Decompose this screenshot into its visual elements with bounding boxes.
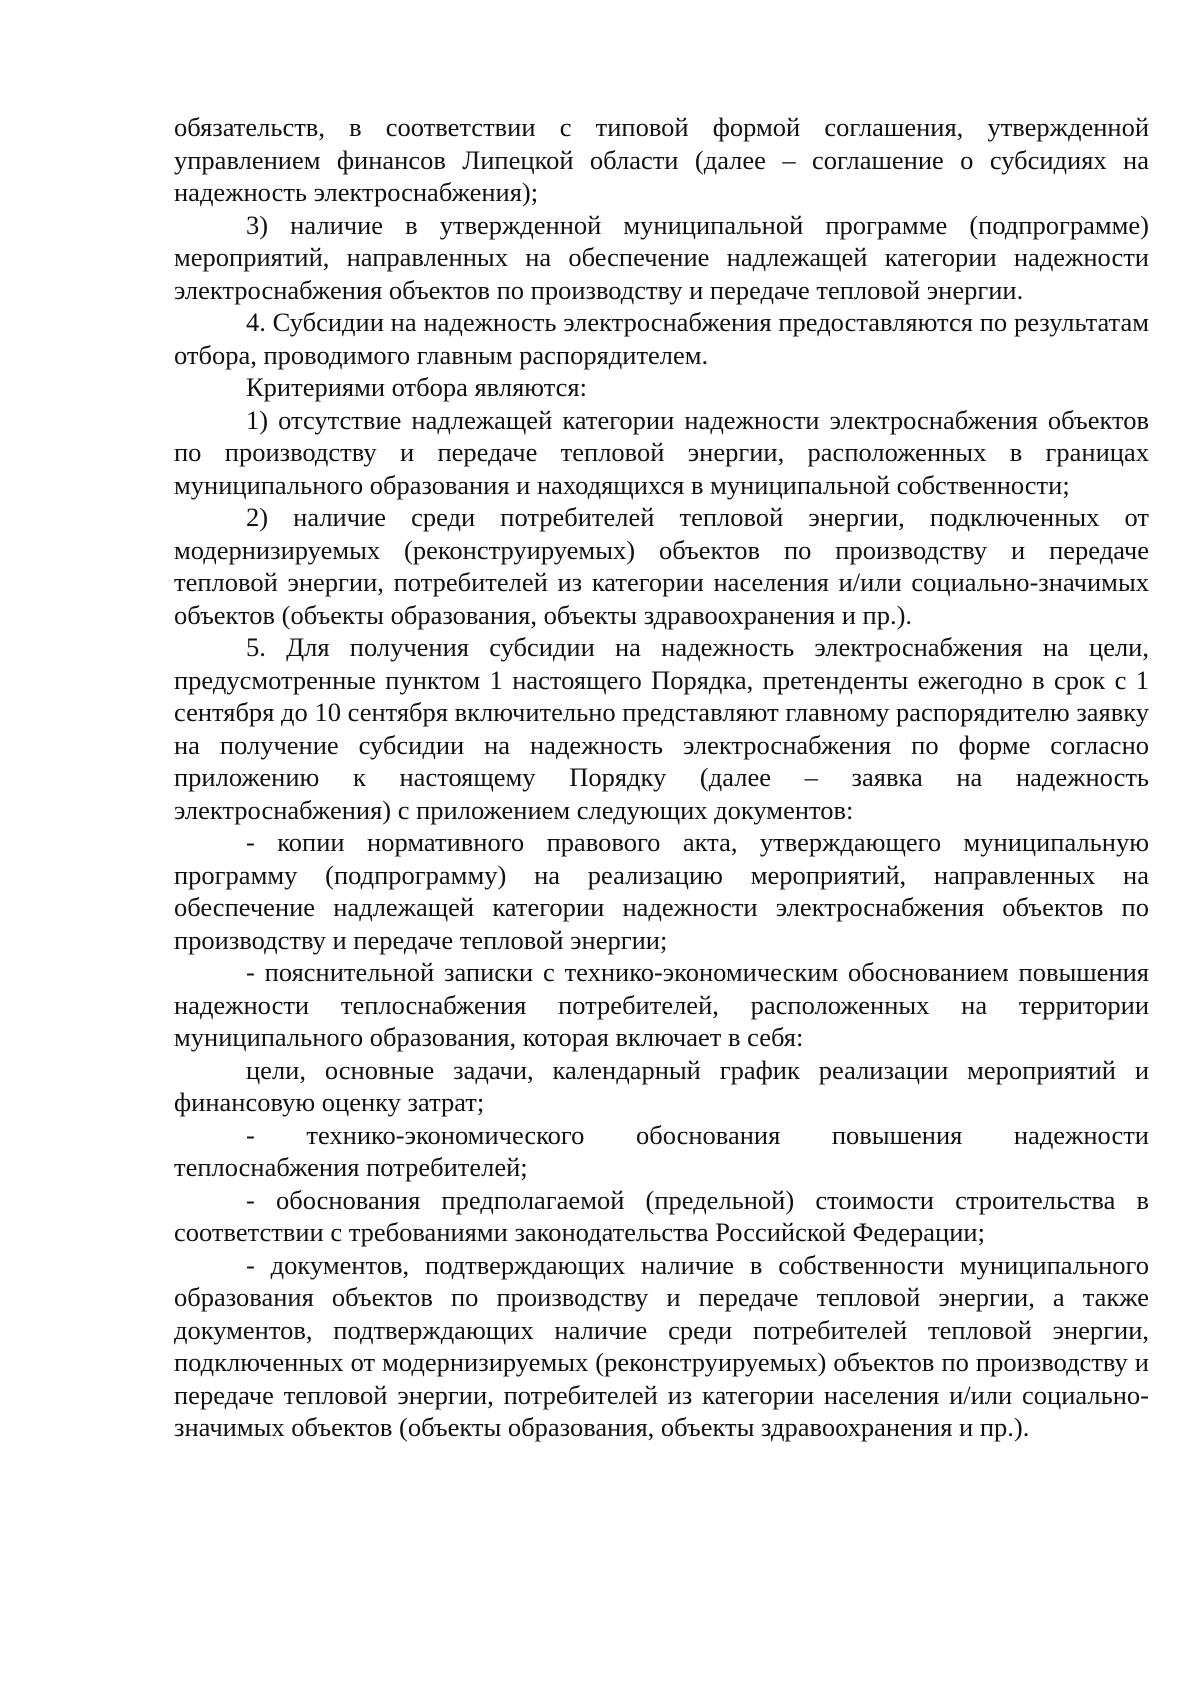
paragraph-criterion-1: 1) отсутствие надлежащей категории надежности электроснабжения объектов по производству и передаче тепловой энергии, расположенных в границах муниципального образования и находящихся в муниципальной собственности; [174, 404, 1149, 500]
paragraph-criteria-heading: Критериями отбора являются: [246, 372, 587, 402]
paragraph-criterion-2: 2) наличие среди потребителей тепловой энергии, подключенных от модернизируемых (реконструируемых) объектов по производству и передаче тепловой энергии, потребителей из категории населения и/или социально-значимых объектов (объекты образования, объекты здравоохранения и пр.). [174, 502, 1149, 630]
paragraph-doc-normative-act: - копии нормативного правового акта, утверждающего муниципальную программу (подпрограмму) на реализацию мероприятий, направленных на обеспечение надлежащей категории надежности электроснабжения объектов по производству и передаче тепловой энергии; [174, 827, 1149, 955]
paragraph-continuation: обязательств, в соответствии с типовой формой соглашения, утвержденной управлением финансов Липецкой области (далее – соглашение о субсидиях на надежность электроснабжения); [174, 112, 1149, 207]
paragraph-note-contents: цели, основные задачи, календарный график реализации мероприятий и финансовую оценку затрат; [174, 1054, 1149, 1117]
paragraph-section-5: 5. Для получения субсидии на надежность электроснабжения на цели, предусмотренные пунктом 1 настоящего Порядка, претенденты ежегодно в срок с 1 сентября до 10 сентября включительно представляют главному распорядителю заявку на получение субсидии на надежность электроснабжения по форме согласно приложению к настоящему Порядку (далее – заявка на надежность электроснабжения) с приложением следующих документов: [174, 632, 1149, 825]
document-page [174, 111, 1149, 1444]
paragraph-item-3: 3) наличие в утвержденной муниципальной программе (подпрограмме) мероприятий, направленных на обеспечение надлежащей категории надежности электроснабжения объектов по производству и передаче тепловой энергии. [174, 209, 1149, 305]
paragraph-doc-explanatory-note: - пояснительной записки с технико-экономическим обоснованием повышения надежности теплоснабжения потребителей, расположенных на территории муниципального образования, которая включает в себя: [174, 957, 1149, 1052]
paragraph-doc-cost-justification: - обоснования предполагаемой (предельной) стоимости строительства в соответствии с требованиями законодательства Российской Федерации; [174, 1184, 1149, 1247]
paragraph-doc-ownership: - документов, подтверждающих наличие в собственности муниципального образования объектов по производству и передаче тепловой энергии, а также документов, подтверждающих наличие среди потребителей тепловой энергии, подключенных от модернизируемых (реконструируемых) объектов по производству и передаче тепловой энергии, потребителей из категории населения и/или социально-значимых объектов (объекты образования, объекты здравоохранения и пр.). [174, 1249, 1149, 1442]
paragraph-section-4: 4. Субсидии на надежность электроснабжения предоставляются по результатам отбора, проводимого главным распорядителем. [174, 307, 1149, 370]
paragraph-doc-feasibility: - технико-экономического обоснования повышения надежности теплоснабжения потребителей; [174, 1119, 1149, 1182]
